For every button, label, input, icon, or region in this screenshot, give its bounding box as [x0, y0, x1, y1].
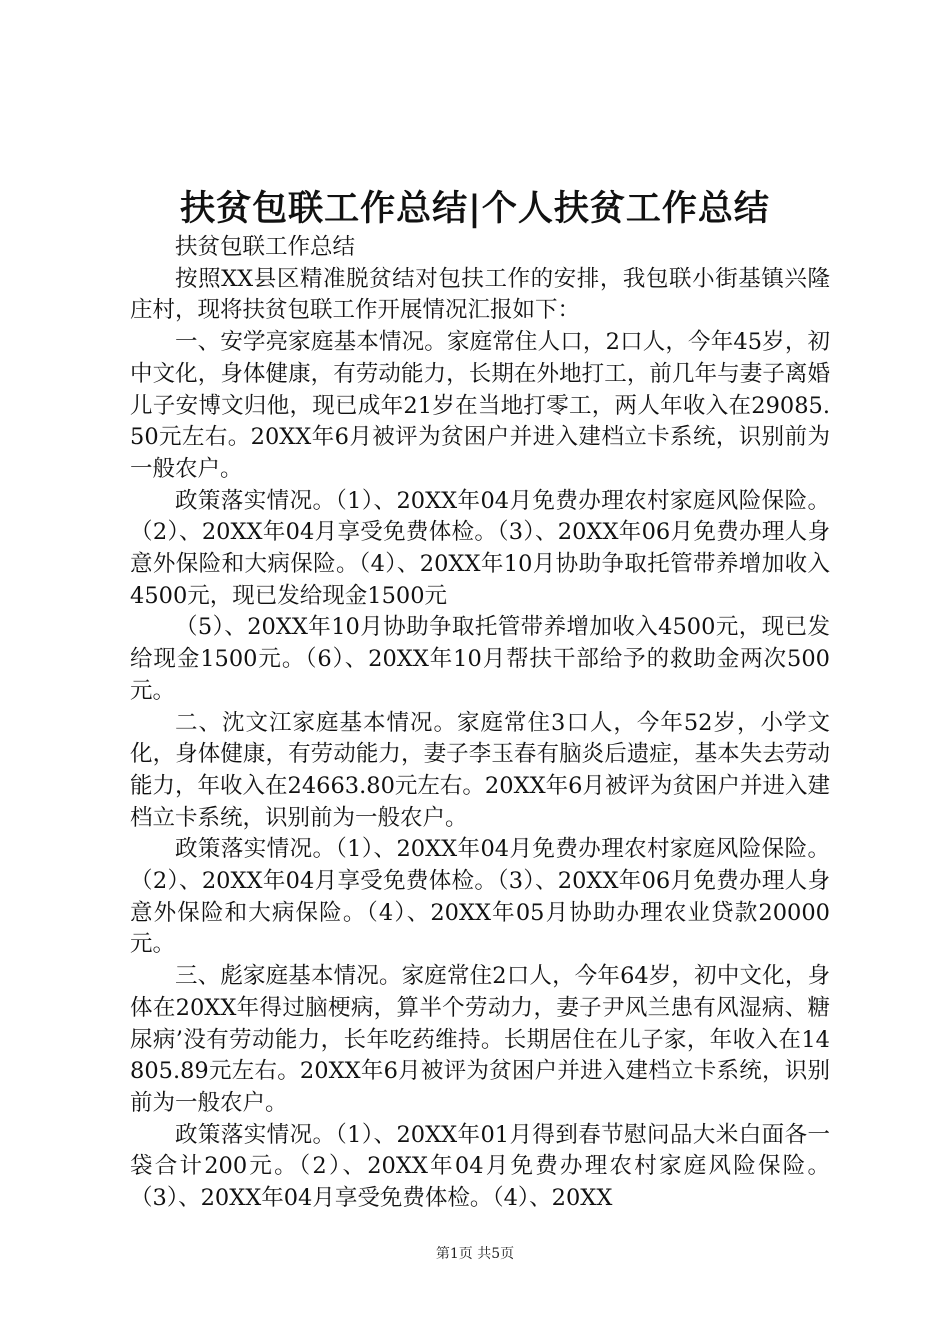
paragraph-household-1: 一、安学亮家庭基本情况。家庭常住人口，2口人，今年45岁，初中文化，身体健康，有劳动能力，长期在外地打工，前几年与妻子离婚儿子安博文归他，现已成年21岁在当地打零工，两人年收入在29085.50元左右。20XX年6月被评为贫困户并进入建档立卡系统，识别前为一般农户。	[130, 329, 830, 482]
paragraph-subtitle: 扶贫包联工作总结	[175, 234, 356, 260]
paragraph-policy-3: 政策落实情况。（1）、20XX年01月得到春节慰问品大米白面各一袋合计200元。（2）、20XX年04月免费办理农村家庭风险保险。（3）、20XX年04月享受免费体检。（4）、20XX	[130, 1121, 830, 1212]
paragraph-household-3: 三、彪家庭基本情况。家庭常住2口人，今年64岁，初中文化，身体在20XX年得过脑梗病，算半个劳动力，妻子尹风兰患有风湿病、糖尿病’没有劳动能力，长年吃药维持。长期居住在儿子家，年收入在14805.89元左右。20XX年6月被评为贫困户并进入建档立卡系统，识别前为一般农户。	[130, 963, 830, 1116]
paragraph-household-2: 二、沈文江家庭基本情况。家庭常住3口人，今年52岁，小学文化，身体健康，有劳动能力，妻子李玉春有脑炎后遗症，基本失去劳动能力，年收入在24663.80元左右。20XX年6月被评为贫困户并进入建档立卡系统，识别前为一般农户。	[130, 709, 830, 831]
paragraph-intro: 按照XX县区精准脱贫结对包扶工作的安排，我包联小街基镇兴隆庄村，现将扶贫包联工作开展情况汇报如下：	[130, 265, 830, 324]
document-body	[130, 232, 830, 1215]
paragraph-policy-2: 政策落实情况。（1）、20XX年04月免费办理农村家庭风险保险。（2）、20XX年04月享受免费体检。（3）、20XX年06月免费办理人身意外保险和大病保险。（4）、20XX年05月协助办理农业贷款20000元。	[130, 836, 830, 958]
paragraph-policy-1: 政策落实情况。（1）、20XX年04月免费办理农村家庭风险保险。（2）、20XX年04月享受免费体检。（3）、20XX年06月免费办理人身意外保险和大病保险。（4）、20XX年10月协助争取托管带养增加收入4500元，现已发给现金1500元	[130, 487, 830, 609]
document-title: 扶贫包联工作总结|个人扶贫工作总结	[180, 188, 770, 229]
page-footer: 第1页 共5页	[435, 1246, 515, 1262]
paragraph-policy-1-cont: （5）、20XX年10月协助争取托管带养增加收入4500元，现已发给现金1500元。（6）、20XX年10月帮扶干部给予的救助金两次500元。	[130, 614, 830, 704]
